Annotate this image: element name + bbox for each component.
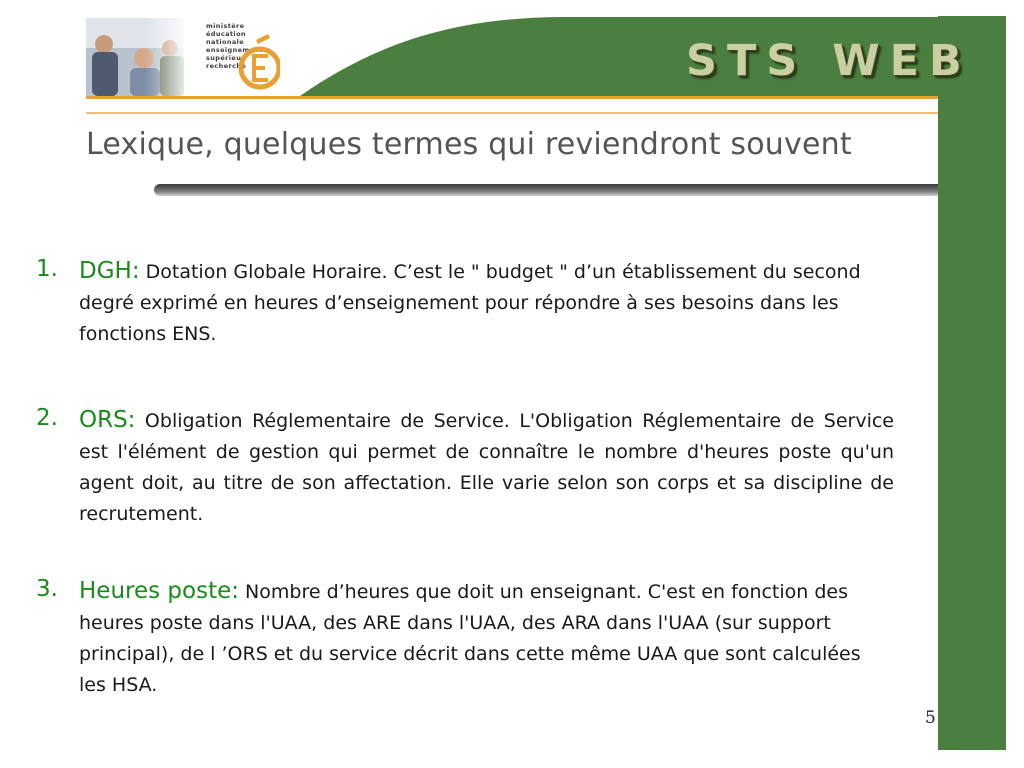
page-number: 5	[925, 708, 936, 728]
term-number: 2.	[36, 405, 58, 431]
header-rule	[86, 96, 938, 99]
term-item	[36, 576, 881, 701]
ministry-line: recherche	[206, 62, 247, 70]
term-word: DGH:	[79, 258, 140, 284]
header-rule-light	[86, 112, 938, 114]
ministry-line: ministère	[206, 22, 245, 30]
term-definition: Dotation Globale Horaire. C’est le " budget " d’un établissement du second degré exprimé en heures d’enseignement pour répondre à ses besoins dans les fonctions ENS.	[79, 261, 861, 345]
ministry-line: éducation	[206, 30, 246, 38]
ministry-line: enseignement	[206, 46, 263, 54]
ministry-line: supérieur	[206, 54, 245, 62]
term-item	[36, 405, 894, 530]
header-photo	[86, 18, 184, 96]
term-word: Heures poste:	[79, 578, 239, 604]
term-word: ORS:	[79, 407, 136, 433]
term-definition: Obligation Réglementaire de Service. L'Obligation Réglementaire de Service est l'élément de gestion qui permet de connaître le nombre d'heures poste qu'un agent doit, au titre de son affectation. Elle varie selon son corps et sa discipline de recrutement.	[79, 410, 894, 525]
term-number: 3.	[36, 576, 58, 602]
side-bar	[938, 16, 1006, 750]
term-definition: Nombre d’heures que doit un enseignant. C'est en fonction des heures poste dans l'UAA, des ARE dans l'UAA, des ARA dans l'UAA (sur support principal), de l ’ORS et du service décrit dans cette même UAA que sont calculées les HSA.	[79, 581, 861, 696]
app-title: STS WEB	[686, 36, 972, 86]
title-underline-bar	[154, 184, 938, 196]
ministry-line: nationale	[206, 38, 245, 46]
term-number: 1.	[36, 256, 58, 282]
term-item	[36, 256, 886, 350]
ministry-logo-icon	[234, 30, 280, 94]
slide-title: Lexique, quelques termes qui reviendront souvent	[86, 127, 852, 162]
